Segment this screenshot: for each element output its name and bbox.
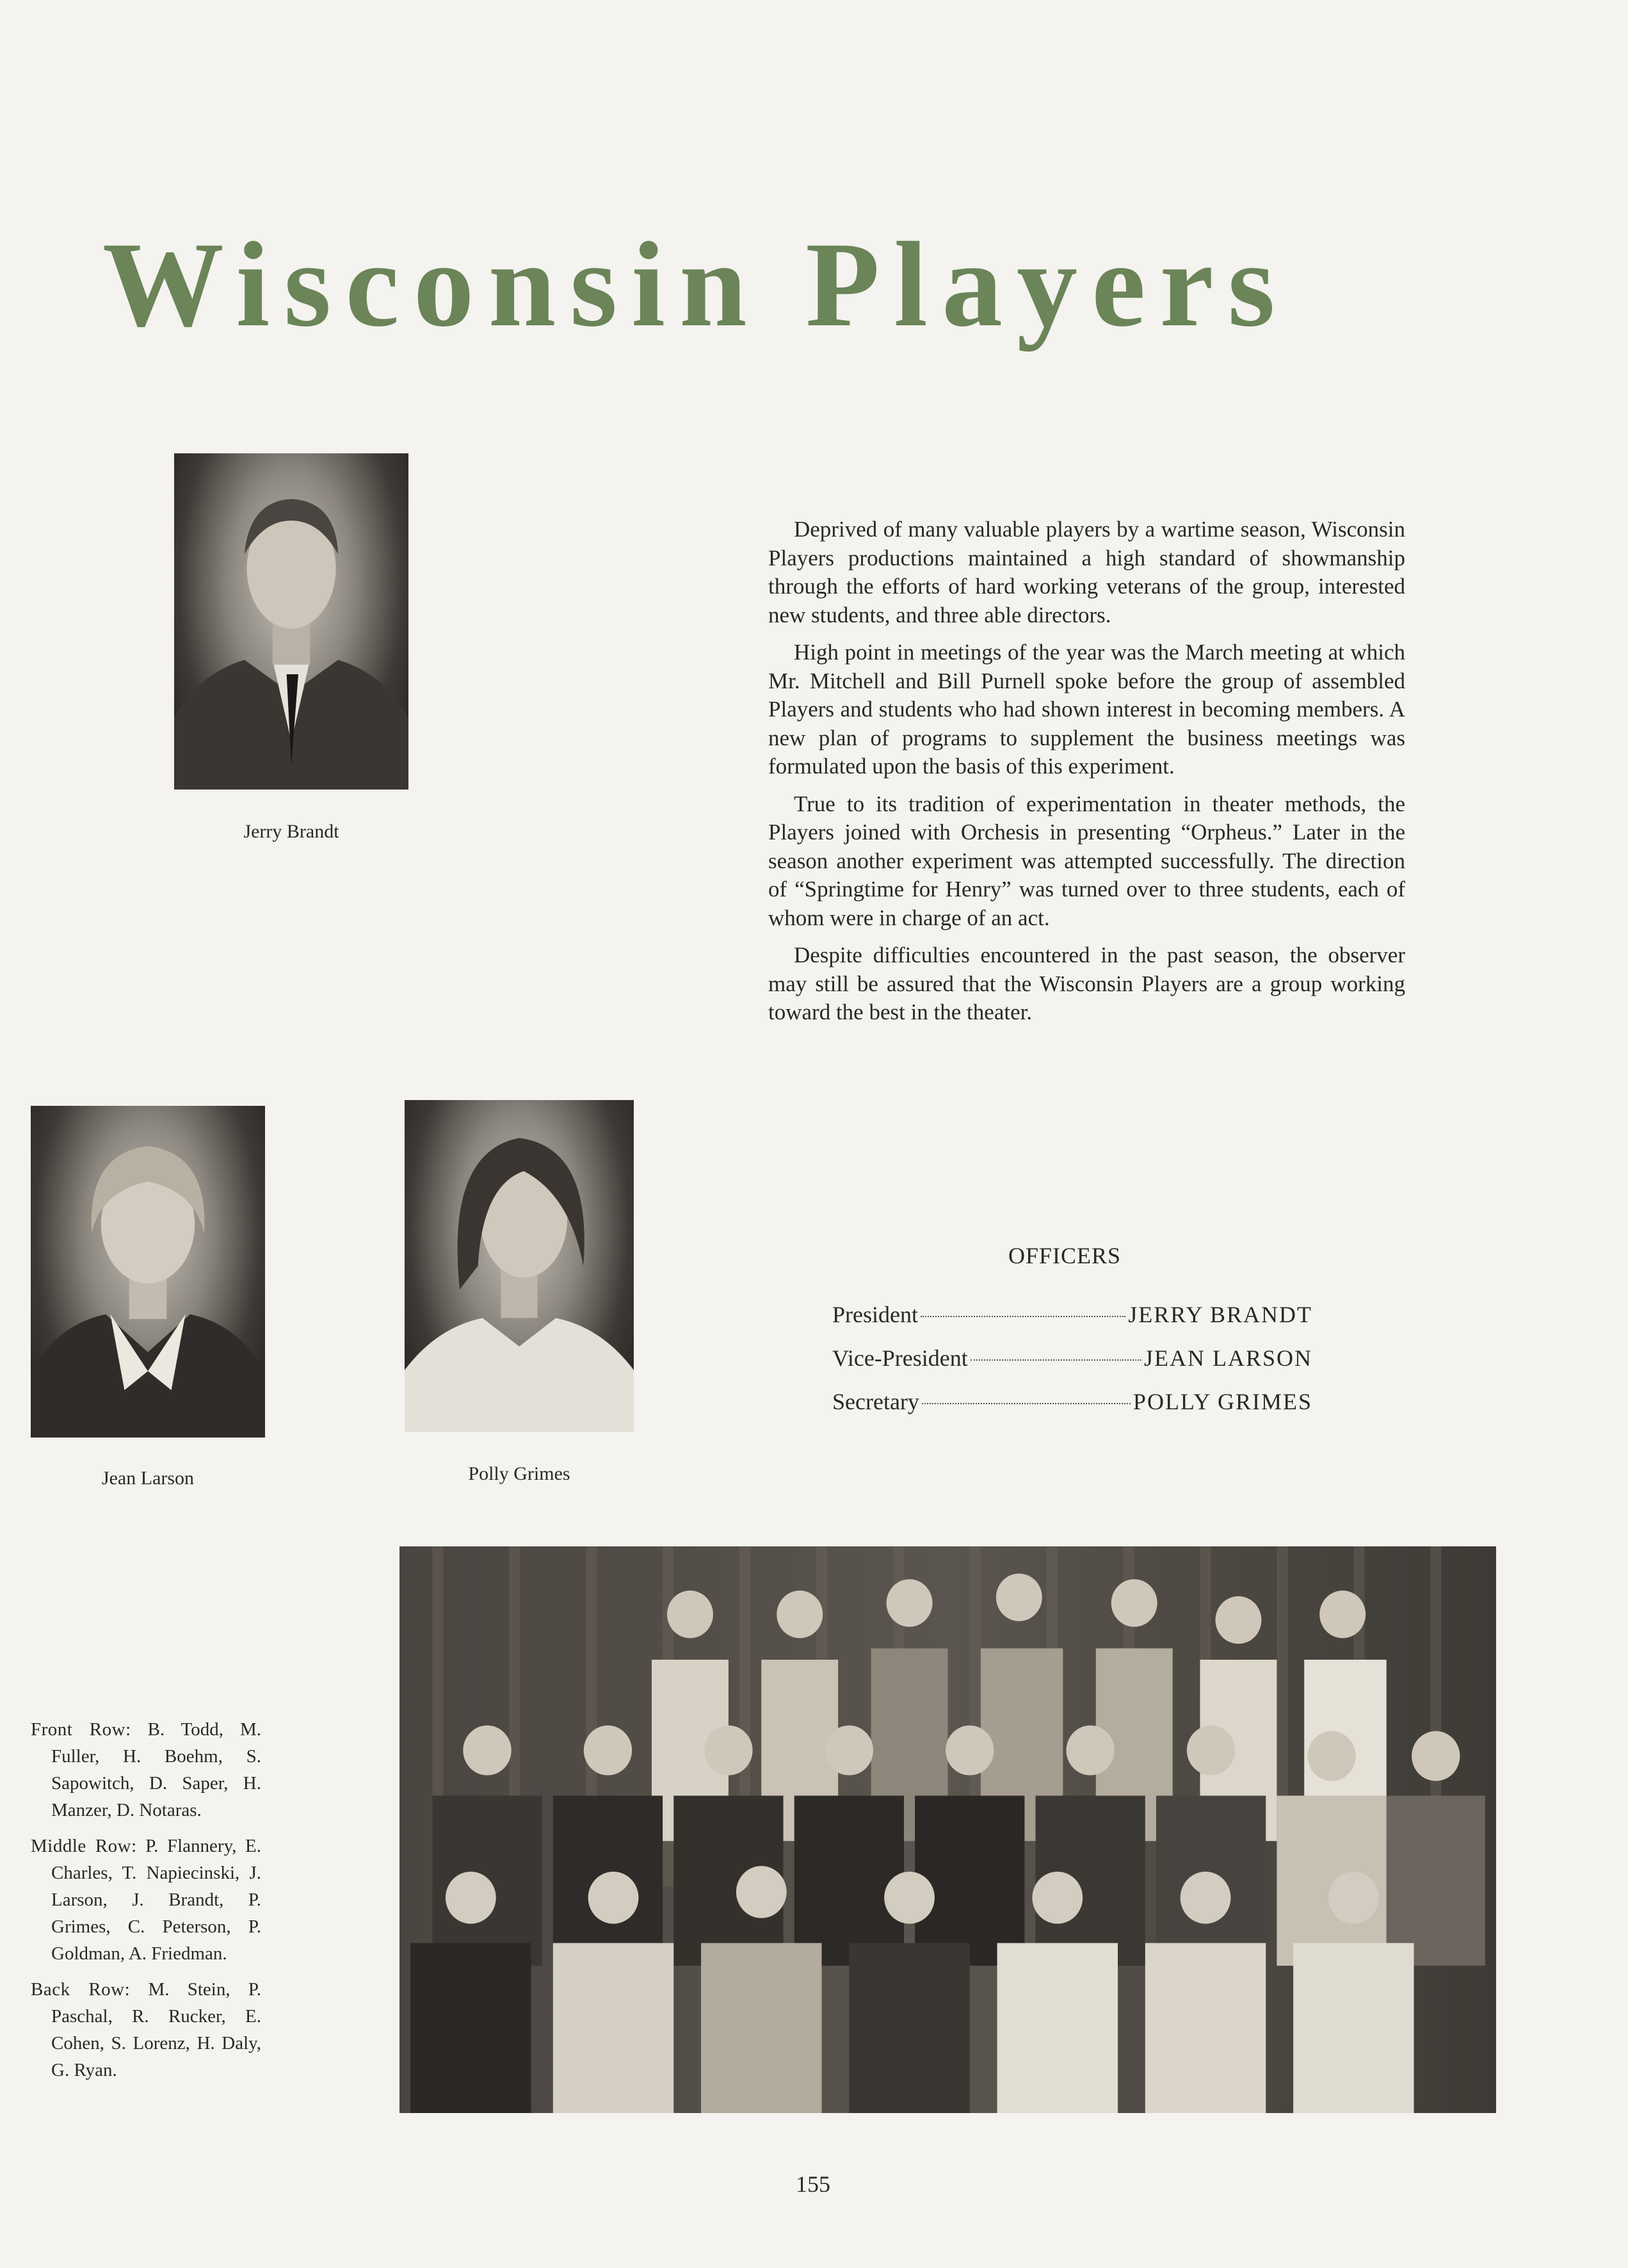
portrait-photo-icon <box>174 453 408 790</box>
caption-polly-grimes: Polly Grimes <box>468 1463 570 1484</box>
leader-dots <box>921 1316 1125 1317</box>
caption-jerry-brandt: Jerry Brandt <box>243 821 339 842</box>
officer-role: President <box>832 1302 918 1327</box>
article-paragraph: True to its tradition of experimentation in theater methods, the Players joined with Orchesis in presenting “Orpheus.” Later in the season another experiment was attempted successfully. The direction of “Springtime for Henry” was turned over to three students, each of whom were in charge of an act. <box>768 791 1405 930</box>
portrait-jerry-brandt <box>174 453 408 790</box>
portrait-photo-icon <box>405 1100 634 1432</box>
officer-row-secretary <box>832 1388 1312 1419</box>
officer-name: JERRY BRANDT <box>1128 1302 1312 1327</box>
officer-row-vice-president <box>832 1345 1312 1375</box>
article-paragraph: Despite difficulties encountered in the past season, the observer may still be assured that the Wisconsin Players are a group working toward the best in the theater. <box>768 943 1405 1025</box>
page-number: 155 <box>796 2171 830 2197</box>
officer-role: Vice-President <box>832 1345 968 1371</box>
group-photo-roster <box>31 1716 261 2093</box>
roster-row-label: Back Row: <box>31 1979 131 2000</box>
leader-dots <box>971 1359 1141 1361</box>
article-body <box>768 515 1405 1036</box>
group-photo <box>399 1546 1496 2113</box>
roster-row-names: B. Todd, M. Fuller, H. Boehm, S. Sapowitch, D. Saper, H. Manzer, D. Notaras. <box>51 1719 262 1820</box>
portrait-jean-larson <box>31 1106 265 1438</box>
roster-row-label: Front Row: <box>31 1719 131 1740</box>
officers-heading: OFFICERS <box>1008 1243 1122 1268</box>
officer-role: Secretary <box>832 1389 919 1414</box>
roster-row-label: Middle Row: <box>31 1836 137 1856</box>
page-title: Wisconsin Players <box>102 218 1289 352</box>
roster-row-names: P. Flannery, E. Charles, T. Napiecinski, J. Larson, J. Brandt, P. Grimes, C. Peterson, P. Goldman, A. Friedman. <box>51 1836 261 1964</box>
article-paragraph: Deprived of many valuable players by a wartime season, Wisconsin Players productions maintained a high standard of showmanship through the efforts of hard working veterans of the group, interested new students, and three able directors. <box>768 517 1405 628</box>
officer-row-president <box>832 1301 1312 1332</box>
roster-row-back <box>31 1976 261 2084</box>
caption-jean-larson: Jean Larson <box>101 1468 195 1489</box>
officer-name: JEAN LARSON <box>1143 1345 1312 1371</box>
article-paragraph: High point in meetings of the year was the March meeting at which Mr. Mitchell and Bill Purnell spoke before the group of assembled Players and students who had shown interest in becoming members. A new plan of programs to supplement the business meetings was formulated upon the basis of this experiment. <box>768 640 1405 779</box>
portrait-photo-icon <box>31 1106 265 1438</box>
roster-row-front <box>31 1716 261 1824</box>
portrait-polly-grimes <box>405 1100 634 1432</box>
officer-name: POLLY GRIMES <box>1132 1389 1312 1414</box>
group-photo-icon <box>399 1546 1496 2113</box>
roster-row-names: M. Stein, P. Paschal, R. Rucker, E. Cohen, S. Lorenz, H. Daly, G. Ryan. <box>51 1979 261 2080</box>
roster-row-middle <box>31 1833 261 1967</box>
leader-dots <box>922 1403 1131 1404</box>
